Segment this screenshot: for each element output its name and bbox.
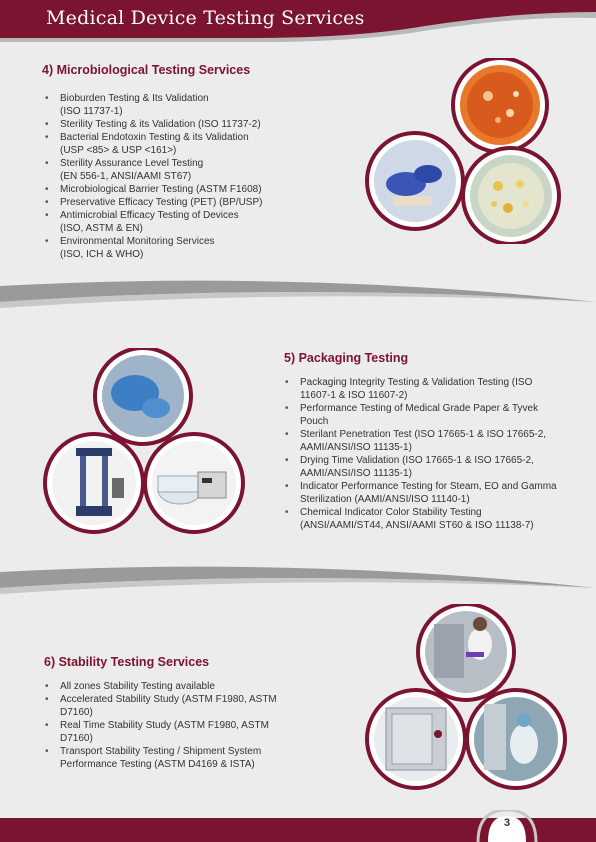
page-title: Medical Device Testing Services — [46, 7, 365, 29]
list-item: • Bacterial Endotoxin Testing & its Validation (USP <85> & USP <161>) — [44, 131, 314, 157]
section-title-microbiological: 4) Microbiological Testing Services — [42, 63, 251, 77]
list-item: • All zones Stability Testing available — [44, 680, 294, 693]
list-item: • Accelerated Stability Study (ASTM F1980, ASTM D7160) — [44, 693, 294, 719]
stability-photo-cluster — [362, 604, 572, 790]
list-item: • Drying Time Validation (ISO 17665-1 & ISO 17665-2, AAMI/ANSI/ISO 11135-1) — [284, 454, 564, 480]
list-item: • Sterilant Penetration Test (ISO 17665-1 & ISO 17665-2, AAMI/ANSI/ISO 11135-1) — [284, 428, 564, 454]
list-item: • Sterility Assurance Level Testing (EN 556-1, ANSI/AAMI ST67) — [44, 157, 314, 183]
list-item: • Antimicrobial Efficacy Testing of Devices (ISO, ASTM & EN) — [44, 209, 314, 235]
microbiological-list — [44, 92, 314, 261]
petri-dish-orange-photo — [453, 58, 547, 152]
desiccator-analyzer-photo — [145, 434, 243, 532]
section-title-packaging: 5) Packaging Testing — [284, 351, 409, 365]
list-item: • Microbiological Barrier Testing (ASTM F1608) — [44, 183, 314, 196]
list-item: • Transport Stability Testing / Shipment System Performance Testing (ASTM D4169 & ISTA) — [44, 745, 294, 771]
list-item: • Real Time Stability Study (ASTM F1980, ASTM D7160) — [44, 719, 294, 745]
list-item: • Sterility Testing & its Validation (ISO 11737-2) — [44, 118, 314, 131]
section-divider — [0, 272, 596, 320]
section-title-stability: 6) Stability Testing Services — [44, 655, 210, 669]
stability-list — [44, 680, 294, 771]
list-item: • Preservative Efficacy Testing (PET) (BP/USP) — [44, 196, 314, 209]
list-item: • Packaging Integrity Testing & Validation Testing (ISO 11607-1 & ISO 11607-2) — [284, 376, 564, 402]
section-divider — [0, 558, 596, 606]
packaging-photo-cluster — [40, 348, 250, 534]
list-item: • Indicator Performance Testing for Steam, EO and Gamma Sterilization (AAMI/ANSI/ISO 11140-1) — [284, 480, 564, 506]
lab-worker-photo — [467, 690, 565, 788]
tensile-tester-photo — [45, 434, 143, 532]
petri-dish-colonies-photo — [463, 148, 559, 244]
technician-chamber-photo — [418, 604, 514, 700]
stability-chamber-photo — [367, 690, 465, 788]
gloved-hand-packaging-photo — [95, 348, 191, 444]
microbiology-photo-cluster — [358, 58, 570, 244]
packaging-list — [284, 376, 564, 532]
list-item: • Environmental Monitoring Services (ISO, ICH & WHO) — [44, 235, 314, 261]
page-number: 3 — [503, 817, 511, 829]
list-item: • Chemical Indicator Color Stability Testing (ANSI/AAMI/ST44, ANSI/AAMI ST60 & ISO 11138-7) — [284, 506, 564, 532]
list-item: • Performance Testing of Medical Grade Paper & Tyvek Pouch — [284, 402, 564, 428]
gloved-hands-photo — [367, 133, 463, 229]
list-item: • Bioburden Testing & Its Validation (ISO 11737-1) — [44, 92, 314, 118]
